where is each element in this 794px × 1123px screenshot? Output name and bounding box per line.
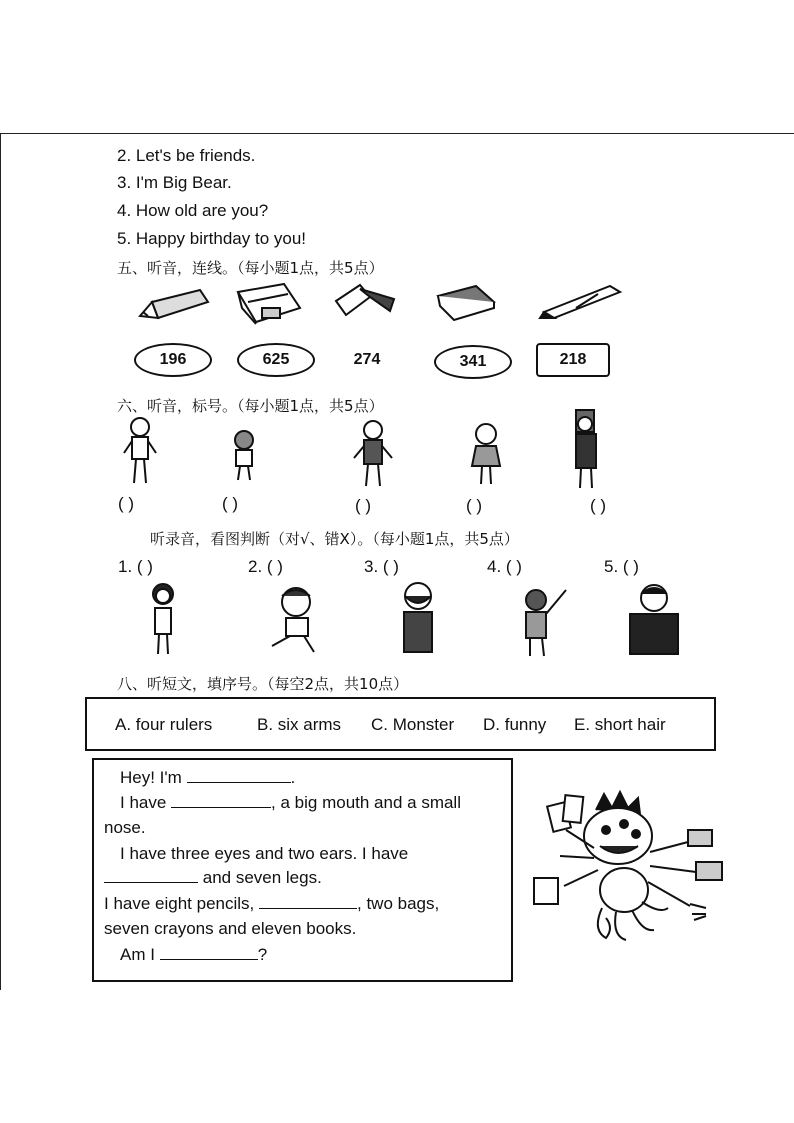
passage-text: Hey! I'm bbox=[120, 768, 182, 787]
judge-item-2: 2. ( ) bbox=[248, 557, 283, 576]
sentence-5: 5. Happy birthday to you! bbox=[117, 229, 307, 248]
eraser-icon bbox=[334, 283, 400, 328]
sentence-4: 4. How old are you? bbox=[117, 201, 269, 220]
answer-bracket-5: ( ) bbox=[590, 496, 607, 515]
pencil-case-icon bbox=[234, 282, 304, 333]
sentence-2: 2. Let's be friends. bbox=[117, 146, 256, 165]
girl-figure-1 bbox=[122, 415, 158, 492]
passage-line-7: seven crayons and eleven books. bbox=[104, 919, 357, 938]
passage-text: I have bbox=[120, 793, 167, 812]
monster-icon bbox=[520, 790, 730, 955]
number-625: 625 bbox=[237, 343, 315, 377]
judge-picture-4 bbox=[518, 586, 574, 663]
answer-blank-1[interactable] bbox=[187, 768, 291, 783]
passage-text: and seven legs. bbox=[202, 868, 322, 887]
number-196: 196 bbox=[134, 343, 212, 377]
number-341: 341 bbox=[434, 345, 512, 379]
judge-item-1: 1. ( ) bbox=[118, 557, 153, 576]
pen-icon bbox=[540, 282, 624, 325]
passage-line-8 bbox=[120, 945, 267, 965]
judge-picture-1 bbox=[146, 582, 180, 661]
answer-blank-3[interactable] bbox=[104, 868, 198, 883]
passage-line-4: I have three eyes and two ears. I have bbox=[120, 844, 409, 863]
answer-blank-2[interactable] bbox=[171, 793, 271, 808]
answer-bracket-4: ( ) bbox=[466, 496, 483, 515]
options-box bbox=[85, 697, 716, 751]
page-top-rule bbox=[0, 133, 794, 134]
judge-item-5: 5. ( ) bbox=[604, 557, 639, 576]
judge-picture-3 bbox=[396, 580, 442, 661]
girl-figure-4 bbox=[470, 422, 502, 491]
man-figure-3 bbox=[352, 418, 394, 495]
passage-text: , a big mouth and a small bbox=[271, 793, 461, 812]
page-left-rule bbox=[0, 133, 1, 990]
sentence-3: 3. I'm Big Bear. bbox=[117, 173, 232, 192]
answer-bracket-2: ( ) bbox=[222, 494, 239, 513]
judge-item-3: 3. ( ) bbox=[364, 557, 399, 576]
passage-text: ? bbox=[257, 945, 268, 964]
passage-line-1 bbox=[120, 768, 295, 788]
passage-text: I have eight pencils, bbox=[104, 894, 255, 913]
section-6-heading: 六、听音，标号。（每小题1点，共5点） bbox=[117, 397, 384, 415]
option-b: B. six arms bbox=[257, 715, 342, 734]
woman-figure-5 bbox=[568, 408, 604, 495]
section-7-heading: 听录音，看图判断（对√、错X）。（每小题1点，共5点） bbox=[150, 530, 519, 548]
option-c: C. Monster bbox=[371, 715, 455, 734]
answer-blank-5[interactable] bbox=[160, 945, 258, 960]
judge-picture-5 bbox=[626, 580, 682, 661]
answer-bracket-3: ( ) bbox=[355, 496, 372, 515]
passage-line-2 bbox=[120, 793, 461, 813]
passage-line-3: nose. bbox=[104, 818, 146, 837]
number-274: 274 bbox=[353, 351, 381, 368]
option-a: A. four rulers bbox=[115, 715, 213, 734]
passage-text: . bbox=[290, 768, 296, 787]
passage-text: , two bags, bbox=[357, 894, 440, 913]
book-icon bbox=[436, 284, 496, 327]
passage-box bbox=[92, 758, 513, 982]
section-8-heading: 八、听短文，填序号。（每空2点，共10点） bbox=[117, 675, 409, 693]
section-5-heading: 五、听音，连线。（每小题1点，共5点） bbox=[117, 259, 384, 277]
judge-picture-2 bbox=[264, 584, 324, 659]
judge-item-4: 4. ( ) bbox=[487, 557, 522, 576]
passage-line-5 bbox=[104, 868, 322, 888]
option-d: D. funny bbox=[483, 715, 547, 734]
option-e: E. short hair bbox=[574, 715, 666, 734]
passage-text: Am I bbox=[120, 945, 155, 964]
boy-figure-2 bbox=[228, 430, 260, 487]
answer-blank-4[interactable] bbox=[259, 894, 357, 909]
answer-bracket-1: ( ) bbox=[118, 494, 135, 513]
passage-line-6 bbox=[104, 894, 439, 914]
number-218: 218 bbox=[536, 343, 610, 377]
pencil-icon bbox=[138, 288, 210, 333]
